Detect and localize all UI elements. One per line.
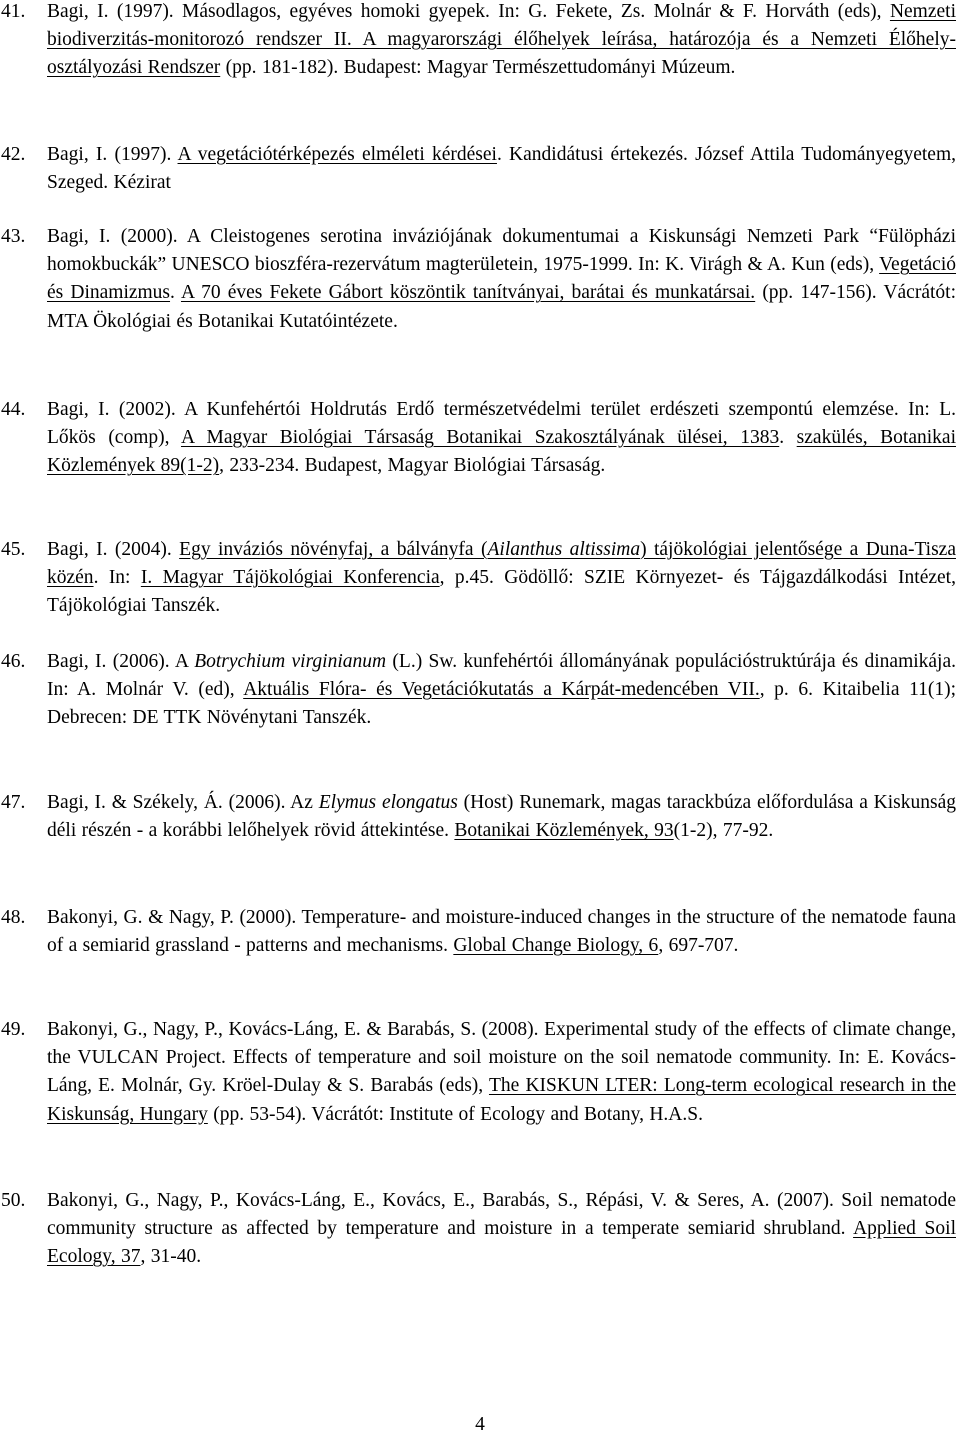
underlined-title-text: The KISKUN LTER: Long-term ecological research in the Kiskunság, Hungary [47, 1075, 956, 1125]
citation-text: , 233-234. Budapest, Magyar Biológiai Társaság. [219, 455, 606, 477]
underlined-title-text: Nemzeti biodiverzitás-monitorozó rendszer II. A magyarországi élőhelyek leírása, határozója és a Nemzeti Élőhely-osztályozási Rendszer [47, 1, 956, 79]
underlined-title-text: Vegetáció és Dinamizmus [47, 254, 957, 304]
page-number: 4 [475, 1414, 485, 1435]
reference-text [47, 536, 956, 621]
italic-taxon-text: Botrychium virginianum [194, 651, 387, 672]
citation-text: (pp. 181-182). Budapest: Magyar Természettudományi Múzeum. [220, 57, 736, 79]
citation-text: Bagi, I. (2006). A [47, 651, 195, 672]
reference-text [47, 396, 956, 481]
reference-text [47, 1187, 956, 1272]
citation-text: . [170, 282, 181, 304]
citation-text: . In: [93, 567, 141, 589]
reference-number: 41. [1, 1, 26, 22]
citation-text: , 697-707. [658, 935, 739, 957]
reference-number: 50. [1, 1190, 26, 1211]
reference-text [47, 0, 956, 83]
citation-text: Bagi, I. (2000). A Cleistogenes serotina inváziójának dokumentumai a Kiskunsági Nemzeti Park “Fülöpházi homokbuckák” UNESCO bioszféra-rezervátum magterületein, 1975-1999. In: K. Virágh & A. Kun (eds), [47, 226, 956, 276]
underlined-title-text: ) tájökológiai jelentősége a Duna-Tisza közén [47, 539, 956, 589]
underlined-title-text: szakülés, Botanikai Közlemények 89(1-2) [47, 427, 956, 477]
citation-text: , 31-40. [140, 1246, 202, 1268]
underlined-title-text: A Magyar Biológiai Társaság Botanikai Szakosztályának ülései, 1383 [180, 427, 780, 449]
citation-text: . [779, 427, 797, 449]
underlined-title-text: Ailanthus altissima [487, 539, 641, 560]
citation-text: Bakonyi, G. & Nagy, P. (2000). Temperature- and moisture-induced changes in the structure of the nematode fauna of a semiarid grassland - patterns and mechanisms. [47, 907, 956, 957]
reference-number: 44. [1, 399, 26, 420]
italic-taxon-text: Elymus elongatus [318, 792, 458, 813]
underlined-title-text: A 70 éves Fekete Gábort köszöntik tanítványai, barátai és munkatársai. [180, 282, 756, 304]
citation-text: (pp. 53-54). Vácrátót: Institute of Ecology and Botany, H.A.S. [207, 1103, 703, 1125]
reference-number: 47. [1, 792, 26, 813]
reference-text [47, 904, 956, 960]
citation-text: , p. 6. Kitaibelia 11(1); Debrecen: DE TTK Növénytani Tanszék. [47, 679, 956, 729]
citation-text: , p.45. Gödöllő: SZIE Környezet- és Tájgazdálkodási Intézet, Tájökológiai Tanszék. [47, 567, 956, 617]
citation-text: Bagi, I. (1997). [47, 144, 178, 165]
citation-text: Bakonyi, G., Nagy, P., Kovács-Láng, E., Kovács, E., Barabás, S., Répási, V. & Seres, A. (2007). Soil nematode community structure as affected by temperature and moisture in a temperate semiarid shrubland. [47, 1190, 956, 1240]
underlined-title-text: A vegetációtérképezés elméleti kérdései [177, 144, 497, 165]
reference-number: 46. [1, 651, 26, 672]
reference-text [47, 1016, 956, 1129]
citation-text: (1-2), 77-92. [673, 820, 774, 842]
reference-number: 49. [1, 1019, 26, 1040]
underlined-title-text: Global Change Biology, 6 [453, 935, 659, 957]
citation-text: (pp. 147-156). Vácrátót: MTA Ökológiai és Botanikai Kutatóintézete. [47, 282, 956, 332]
underlined-title-text: Applied Soil Ecology, 37 [47, 1218, 956, 1268]
citation-text: Bakonyi, G., Nagy, P., Kovács-Láng, E. & Barabás, S. (2008). Experimental study of the effects of climate change, the VULCAN Project. Effects of temperature and soil moisture on the soil nematode community. In: E. Kovács-Láng, E. Molnár, Gy. Kröel-Dulay & S. Barabás (eds), [47, 1019, 956, 1097]
reference-text [47, 141, 956, 197]
underlined-title-text: I. Magyar Tájökológiai Konferencia [140, 567, 440, 589]
underlined-title-text: Aktuális Flóra- és Vegetációkutatás a Kárpát-medencében VII. [243, 679, 760, 701]
reference-text [47, 648, 956, 733]
reference-number: 48. [1, 907, 26, 928]
citation-text: . Kandidátusi értekezés. József Attila Tudományegyetem, Szeged. Kézirat [47, 144, 956, 194]
citation-text: (L.) Sw. kunfehértói állományának populációstruktúrája és dinamikája. In: A. Molnár V. (ed), [47, 651, 957, 701]
citation-text: Bagi, I. (2002). A Kunfehértói Holdrutás Erdő természetvédelmi terület erdészeti szempontú elemzése. In: L. Lőkös (comp), [47, 399, 956, 449]
citation-text: Bagi, I. & Székely, Á. (2006). Az [47, 792, 319, 813]
citation-text: (Host) Runemark, magas tarackbúza előfordulása a Kiskunság déli részén - a korábbi lelőhelyek rövid áttekintése. [47, 792, 956, 842]
reference-number: 45. [1, 539, 26, 560]
reference-text [47, 789, 956, 845]
reference-text [47, 223, 956, 336]
citation-text: Bagi, I. (2004). [47, 539, 180, 560]
citation-text: Bagi, I. (1997). Másodlagos, egyéves homoki gyepek. In: G. Fekete, Zs. Molnár & F. Horváth (eds), [47, 1, 890, 22]
underlined-title-text: Botanikai Közlemények, 93 [454, 820, 674, 842]
reference-number: 42. [1, 144, 26, 165]
reference-number: 43. [1, 226, 26, 247]
underlined-title-text: Egy inváziós növényfaj, a bálványfa ( [179, 539, 488, 560]
